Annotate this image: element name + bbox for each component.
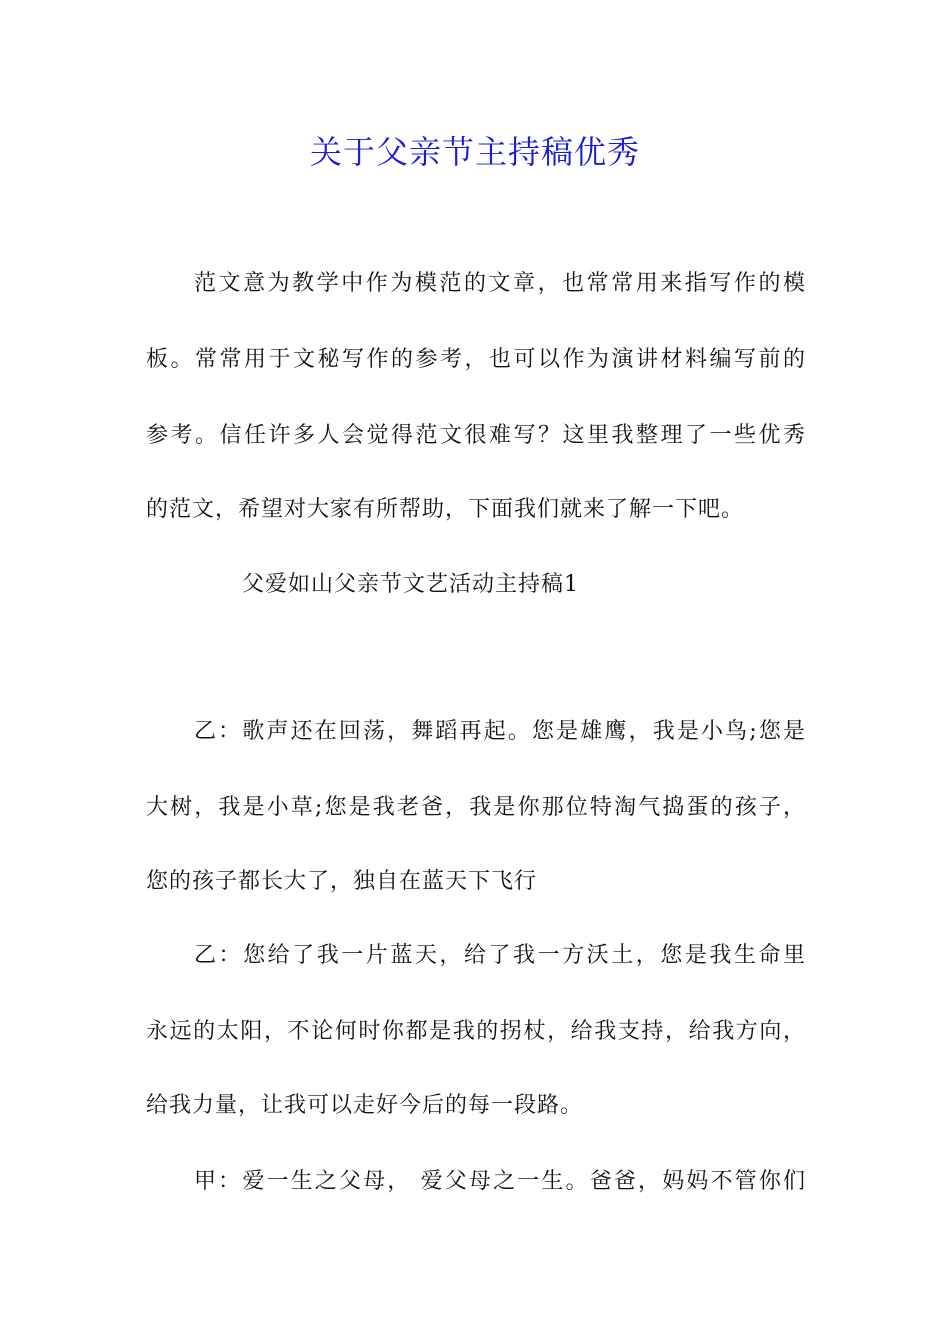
paragraph-line: 给我力量，让我可以走好今后的每一段路。 [146,1093,584,1118]
paragraph-line: 乙：歌声还在回荡，舞蹈再起。您是雄鹰，我是小鸟;您是 [194,719,806,744]
paragraph-line: 乙：您给了我一片蓝天，给了我一方沃土，您是我生命里 [194,943,806,968]
paragraph-line: 甲：爱一生之父母， 爱父母之一生。爸爸，妈妈不管你们 [194,1169,806,1194]
paragraph-line: 参考。信任许多人会觉得范文很难写？这里我整理了一些优秀 [146,423,806,448]
paragraph-line: 的范文，希望对大家有所帮助，下面我们就来了解一下吧。 [146,497,745,522]
paragraph-line: 您的孩子都长大了，独自在蓝天下飞行 [146,869,538,894]
paragraph-line: 板。常常用于文秘写作的参考，也可以作为演讲材料编写前的 [146,347,806,372]
paragraph-line: 大树，我是小草;您是我老爸，我是你那位特淘气捣蛋的孩子， [146,795,806,820]
section-heading: 父爱如山父亲节文艺活动主持稿1 [242,572,579,597]
paragraph-line: 范文意为教学中作为模范的文章，也常常用来指写作的模 [194,271,806,296]
document-title: 关于父亲节主持稿优秀 [309,133,640,171]
paragraph-line: 永远的太阳，不论何时你都是我的拐杖，给我支持，给我方向， [146,1019,806,1044]
